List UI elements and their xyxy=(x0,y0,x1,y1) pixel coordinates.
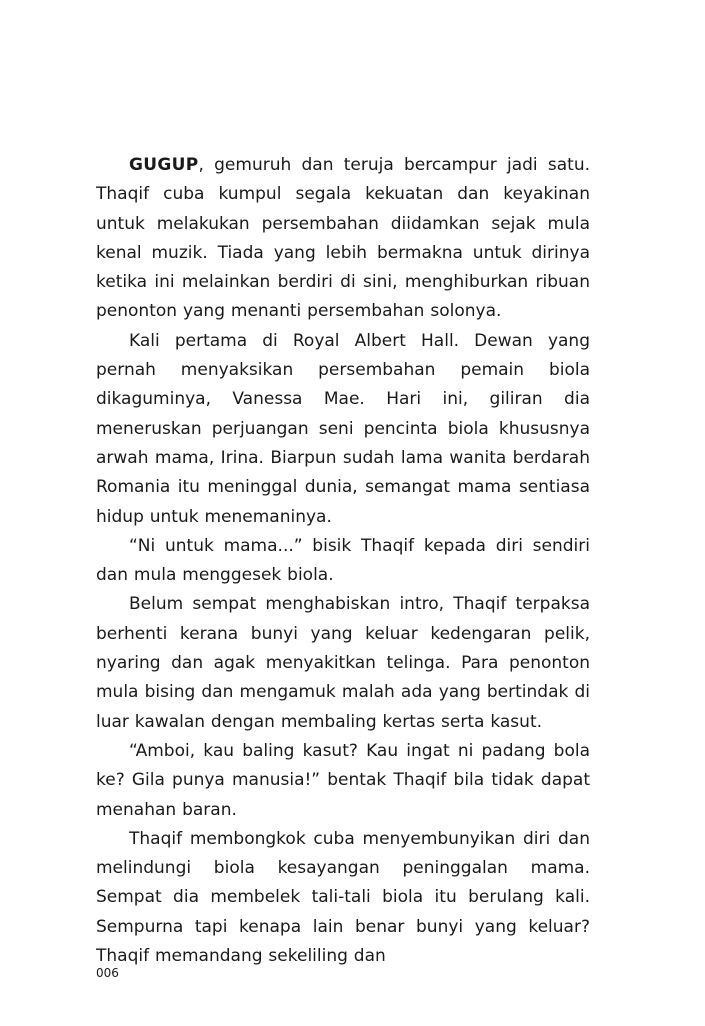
paragraph-3: “Ni untuk mama...” bisik Thaqif kepada diri sendiri dan mula menggesek biola. xyxy=(96,535,590,586)
paragraph-1 xyxy=(96,151,590,327)
paragraph-5: “Amboi, kau baling kasut? Kau ingat ni padang bola ke? Gila punya manusia!” bentak Thaqif bila tidak dapat menahan baran. xyxy=(96,740,590,820)
paragraph-2: Kali pertama di Royal Albert Hall. Dewan yang pernah menyaksikan persembahan pemain biola dikaguminya, Vanessa Mae. Hari ini, giliran dia meneruskan perjuangan seni pencinta biola khususnya arwah mama, Irina. Biarpun sudah lama wanita berdarah Romania itu meninggal dunia, semangat mama sentiasa hidup untuk menemaninya. xyxy=(96,330,590,527)
body-text xyxy=(96,151,590,971)
paragraph-1-text: , gemuruh dan teruja bercampur jadi satu. Thaqif cuba kumpul segala kekuatan dan keyakinan untuk melakukan persembahan diidamkan sejak mula kenal muzik. Tiada yang lebih bermakna untuk dirinya ketika ini melainkan berdiri di sini, menghiburkan ribuan penonton yang menanti persembahan solonya. xyxy=(96,155,590,322)
paragraph-6: Thaqif membongkok cuba menyembunyikan diri dan melindungi biola kesayangan peninggalan mama. Sempat dia membelek tali-tali biola itu berulang kali. Sempurna tapi kenapa lain benar bunyi yang keluar? Thaqif memandang sekeliling dan xyxy=(96,828,590,967)
paragraph-4: Belum sempat menghabiskan intro, Thaqif terpaksa berhenti kerana bunyi yang keluar kedengaran pelik, nyaring dan agak menyakitkan telinga. Para penonton mula bising dan mengamuk malah ada yang bertindak di luar kawalan dengan membaling kertas serta kasut. xyxy=(96,594,590,732)
lead-word: GUGUP xyxy=(129,155,199,175)
page-number: 006 xyxy=(96,966,119,980)
